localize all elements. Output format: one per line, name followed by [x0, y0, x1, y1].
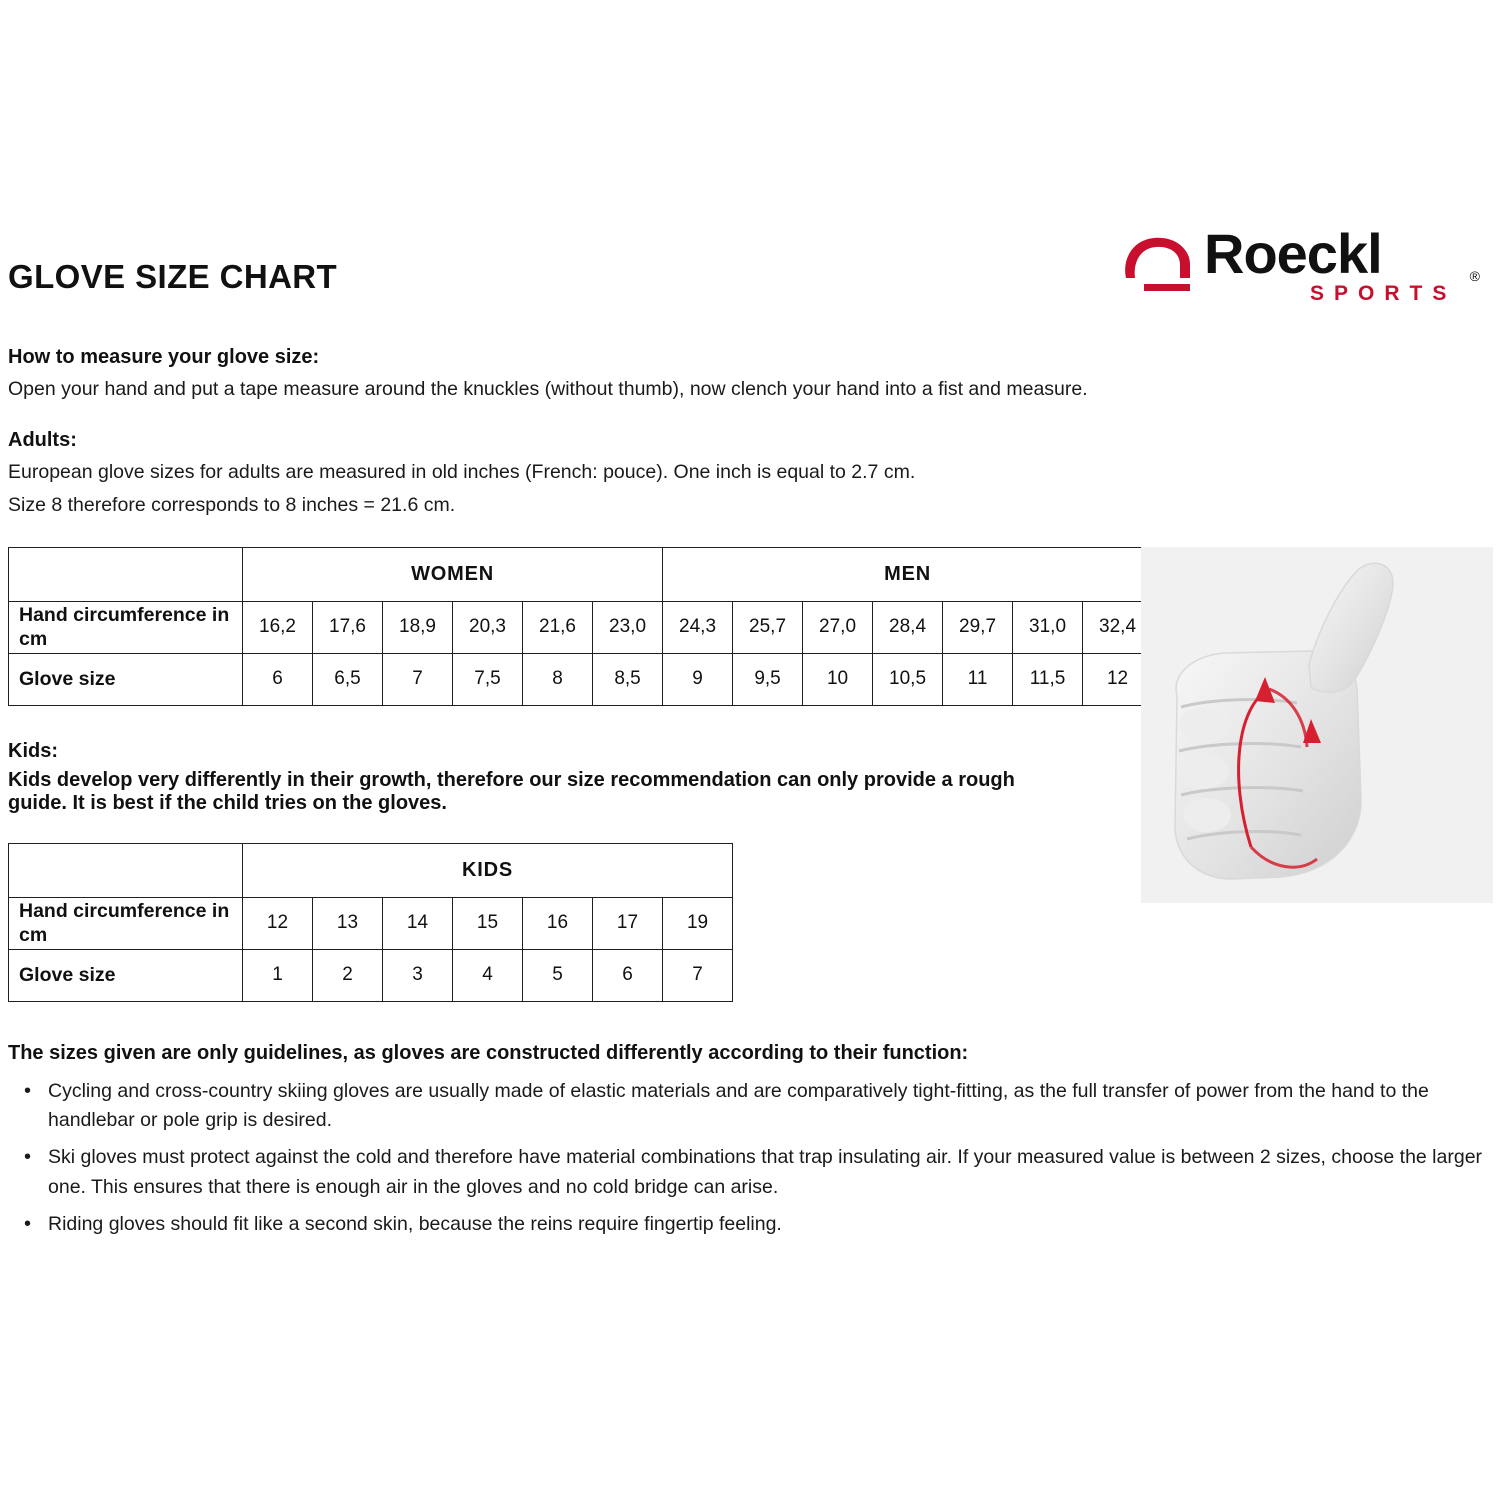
cell-circumference: 18,9 [383, 601, 453, 653]
cell-circumference: 19 [663, 897, 733, 949]
cell-glove-size: 1 [243, 949, 313, 1001]
row-label-hand-circumference: Hand circumference in cm [9, 897, 243, 949]
group-header-women: WOMEN [243, 547, 663, 601]
cell-glove-size: 8 [523, 653, 593, 705]
cell-glove-size: 6,5 [313, 653, 383, 705]
cell-circumference: 23,0 [593, 601, 663, 653]
cell-circumference: 25,7 [733, 601, 803, 653]
table-row [9, 653, 1153, 705]
table-corner-cell [9, 547, 243, 601]
brand-name: Roeckl [1204, 222, 1382, 285]
cell-glove-size: 4 [453, 949, 523, 1001]
document-header [8, 210, 1492, 320]
cell-glove-size: 7 [383, 653, 453, 705]
measure-heading: How to measure your glove size: [8, 346, 320, 368]
brand-subtitle: SPORTS [1310, 282, 1457, 305]
cell-circumference: 15 [453, 897, 523, 949]
table-group-header-row [9, 547, 1153, 601]
guidelines-list [8, 1077, 1492, 1239]
cell-glove-size: 10,5 [873, 653, 943, 705]
cell-circumference: 21,6 [523, 601, 593, 653]
cell-circumference: 31,0 [1013, 601, 1083, 653]
table-row [9, 949, 733, 1001]
cell-glove-size: 11,5 [1013, 653, 1083, 705]
adults-table-area [8, 547, 1492, 706]
kids-heading: Kids: [8, 739, 58, 762]
cell-circumference: 16,2 [243, 601, 313, 653]
kids-table-area [8, 843, 1492, 1002]
adults-text-line2: Size 8 therefore corresponds to 8 inches = 21.6 cm. [8, 493, 456, 516]
table-row [9, 897, 733, 949]
cell-circumference: 32,4 [1083, 601, 1153, 653]
row-label-hand-circumference: Hand circumference in cm [9, 601, 243, 653]
document-content [8, 210, 1492, 1247]
roeckl-mark-icon [1120, 234, 1198, 292]
cell-glove-size: 7 [663, 949, 733, 1001]
list-item: • Riding gloves should fit like a second skin, because the reins require fingertip feeling. [38, 1210, 1492, 1239]
table-group-header-row [9, 843, 733, 897]
cell-circumference: 12 [243, 897, 313, 949]
cell-glove-size: 2 [313, 949, 383, 1001]
cell-glove-size: 3 [383, 949, 453, 1001]
table-row [9, 601, 1153, 653]
list-item: • Cycling and cross-country skiing gloves are usually made of elastic materials and are comparatively tight-fitting, as the full transfer of power from the hand to the handlebar or pole grip is desired. [38, 1077, 1492, 1136]
cell-glove-size: 5 [523, 949, 593, 1001]
list-item: • Ski gloves must protect against the cold and therefore have material combinations that trap insulating air. If your measured value is between 2 sizes, choose the larger one. This ensures that there is enough air in the gloves and no cold bridge can arise. [38, 1143, 1492, 1202]
kids-size-table [8, 843, 733, 1002]
cell-circumference: 29,7 [943, 601, 1013, 653]
cell-circumference: 27,0 [803, 601, 873, 653]
cell-glove-size: 12 [1083, 653, 1153, 705]
cell-circumference: 17 [593, 897, 663, 949]
cell-circumference: 13 [313, 897, 383, 949]
brand-logo [1120, 220, 1480, 312]
measure-text: Open your hand and put a tape measure around the knuckles (without thumb), now clench your hand into a fist and measure. [8, 378, 1088, 400]
guidelines-heading: The sizes given are only guidelines, as gloves are constructed differently according to their function: [8, 1041, 969, 1064]
cell-circumference: 17,6 [313, 601, 383, 653]
cell-circumference: 16 [523, 897, 593, 949]
cell-glove-size: 8,5 [593, 653, 663, 705]
cell-circumference: 20,3 [453, 601, 523, 653]
brand-registered-mark: ® [1469, 268, 1480, 284]
cell-glove-size: 6 [243, 653, 313, 705]
page-title: GLOVE SIZE CHART [8, 258, 338, 295]
group-header-men: MEN [663, 547, 1153, 601]
group-header-kids: KIDS [243, 843, 733, 897]
kids-note-line1: Kids develop very differently in their growth, therefore our size recommendation can only provide a rough [8, 768, 1015, 791]
cell-glove-size: 7,5 [453, 653, 523, 705]
row-label-glove-size: Glove size [9, 653, 243, 705]
cell-glove-size: 9,5 [733, 653, 803, 705]
table-corner-cell [9, 843, 243, 897]
cell-glove-size: 10 [803, 653, 873, 705]
cell-circumference: 14 [383, 897, 453, 949]
cell-circumference: 24,3 [663, 601, 733, 653]
adults-size-table [8, 547, 1153, 706]
row-label-glove-size: Glove size [9, 949, 243, 1001]
cell-glove-size: 9 [663, 653, 733, 705]
adults-text-line1: European glove sizes for adults are measured in old inches (French: pouce). One inch is equal to 2.7 cm. [8, 461, 916, 484]
cell-glove-size: 11 [943, 653, 1013, 705]
kids-note-line2: guide. It is best if the child tries on the gloves. [8, 791, 447, 814]
cell-circumference: 28,4 [873, 601, 943, 653]
adults-heading: Adults: [8, 429, 77, 452]
cell-glove-size: 6 [593, 949, 663, 1001]
